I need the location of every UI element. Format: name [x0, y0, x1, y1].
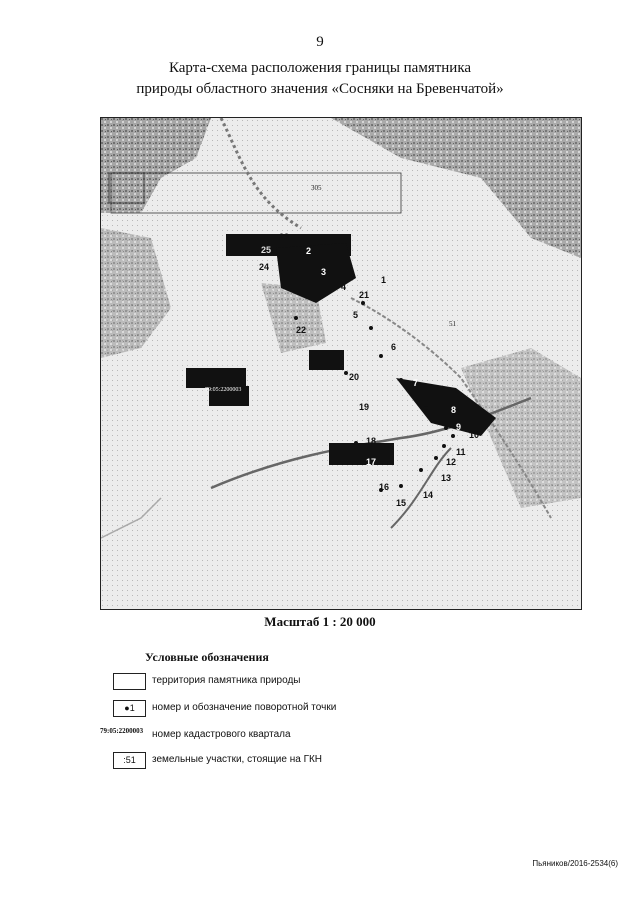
point-label-17: 17 [366, 457, 377, 467]
point-label-20: 20 [349, 372, 360, 382]
point-label-25: 25 [261, 245, 272, 255]
legend-text: территория памятника природы [152, 675, 301, 686]
footer-code: Пьяников/2016-2534(6) [532, 859, 618, 868]
territory-block [309, 350, 344, 370]
point-label-23: 23 [279, 232, 290, 242]
map-scheme [100, 117, 582, 610]
point-label-18: 18 [366, 436, 377, 446]
point-label-21: 21 [359, 290, 370, 300]
point-label-6: 6 [391, 342, 397, 352]
point-label-16: 16 [379, 482, 390, 492]
point-label-10: 10 [469, 430, 480, 440]
point-label-2: 2 [306, 246, 312, 256]
page-title [0, 58, 640, 100]
point-label-1: 1 [381, 275, 387, 285]
quarter-code-sample: 79:05:2200003 [100, 727, 144, 735]
parcel-swatch: :51 [113, 752, 146, 769]
legend-text: номер кадастрового квартала [152, 729, 291, 740]
point-label-12: 12 [446, 457, 457, 467]
territory-block [186, 368, 246, 388]
quarter-code-label: 79:05:2200003 [205, 387, 242, 393]
point-label-8: 8 [451, 405, 457, 415]
point-label-3: 3 [321, 267, 327, 277]
point-label-4: 4 [341, 282, 347, 292]
parcel-label: 51 [449, 320, 456, 328]
map-canvas [101, 118, 581, 609]
point-label-9: 9 [456, 422, 462, 432]
point-label-13: 13 [441, 473, 452, 483]
point-label-11: 11 [456, 447, 466, 457]
point-label-5: 5 [353, 310, 359, 320]
district-label: 305 [311, 184, 322, 192]
page-number: 9 [316, 34, 324, 50]
legend-text: земельные участки, стоящие на ГКН [152, 754, 323, 765]
territory-block [329, 443, 394, 465]
title-line-2: природы областного значения «Сосняки на Бревенчатой» [136, 81, 504, 97]
legend-title: Условные обозначения [145, 650, 269, 664]
territory-swatch [113, 673, 146, 690]
point-label-19: 19 [359, 402, 370, 412]
point-label-14: 14 [423, 490, 434, 500]
legend-text: номер и обозначение поворотной точки [152, 702, 337, 713]
map-scale: Масштаб 1 : 20 000 [264, 614, 376, 629]
point-label-15: 15 [396, 498, 407, 508]
point-label-24: 24 [259, 262, 270, 272]
point-label-7: 7 [413, 378, 419, 388]
point-label-22: 22 [296, 325, 307, 335]
title-line-1: Карта-схема расположения границы памятника [168, 60, 472, 76]
point-swatch: ●1 [113, 700, 146, 717]
